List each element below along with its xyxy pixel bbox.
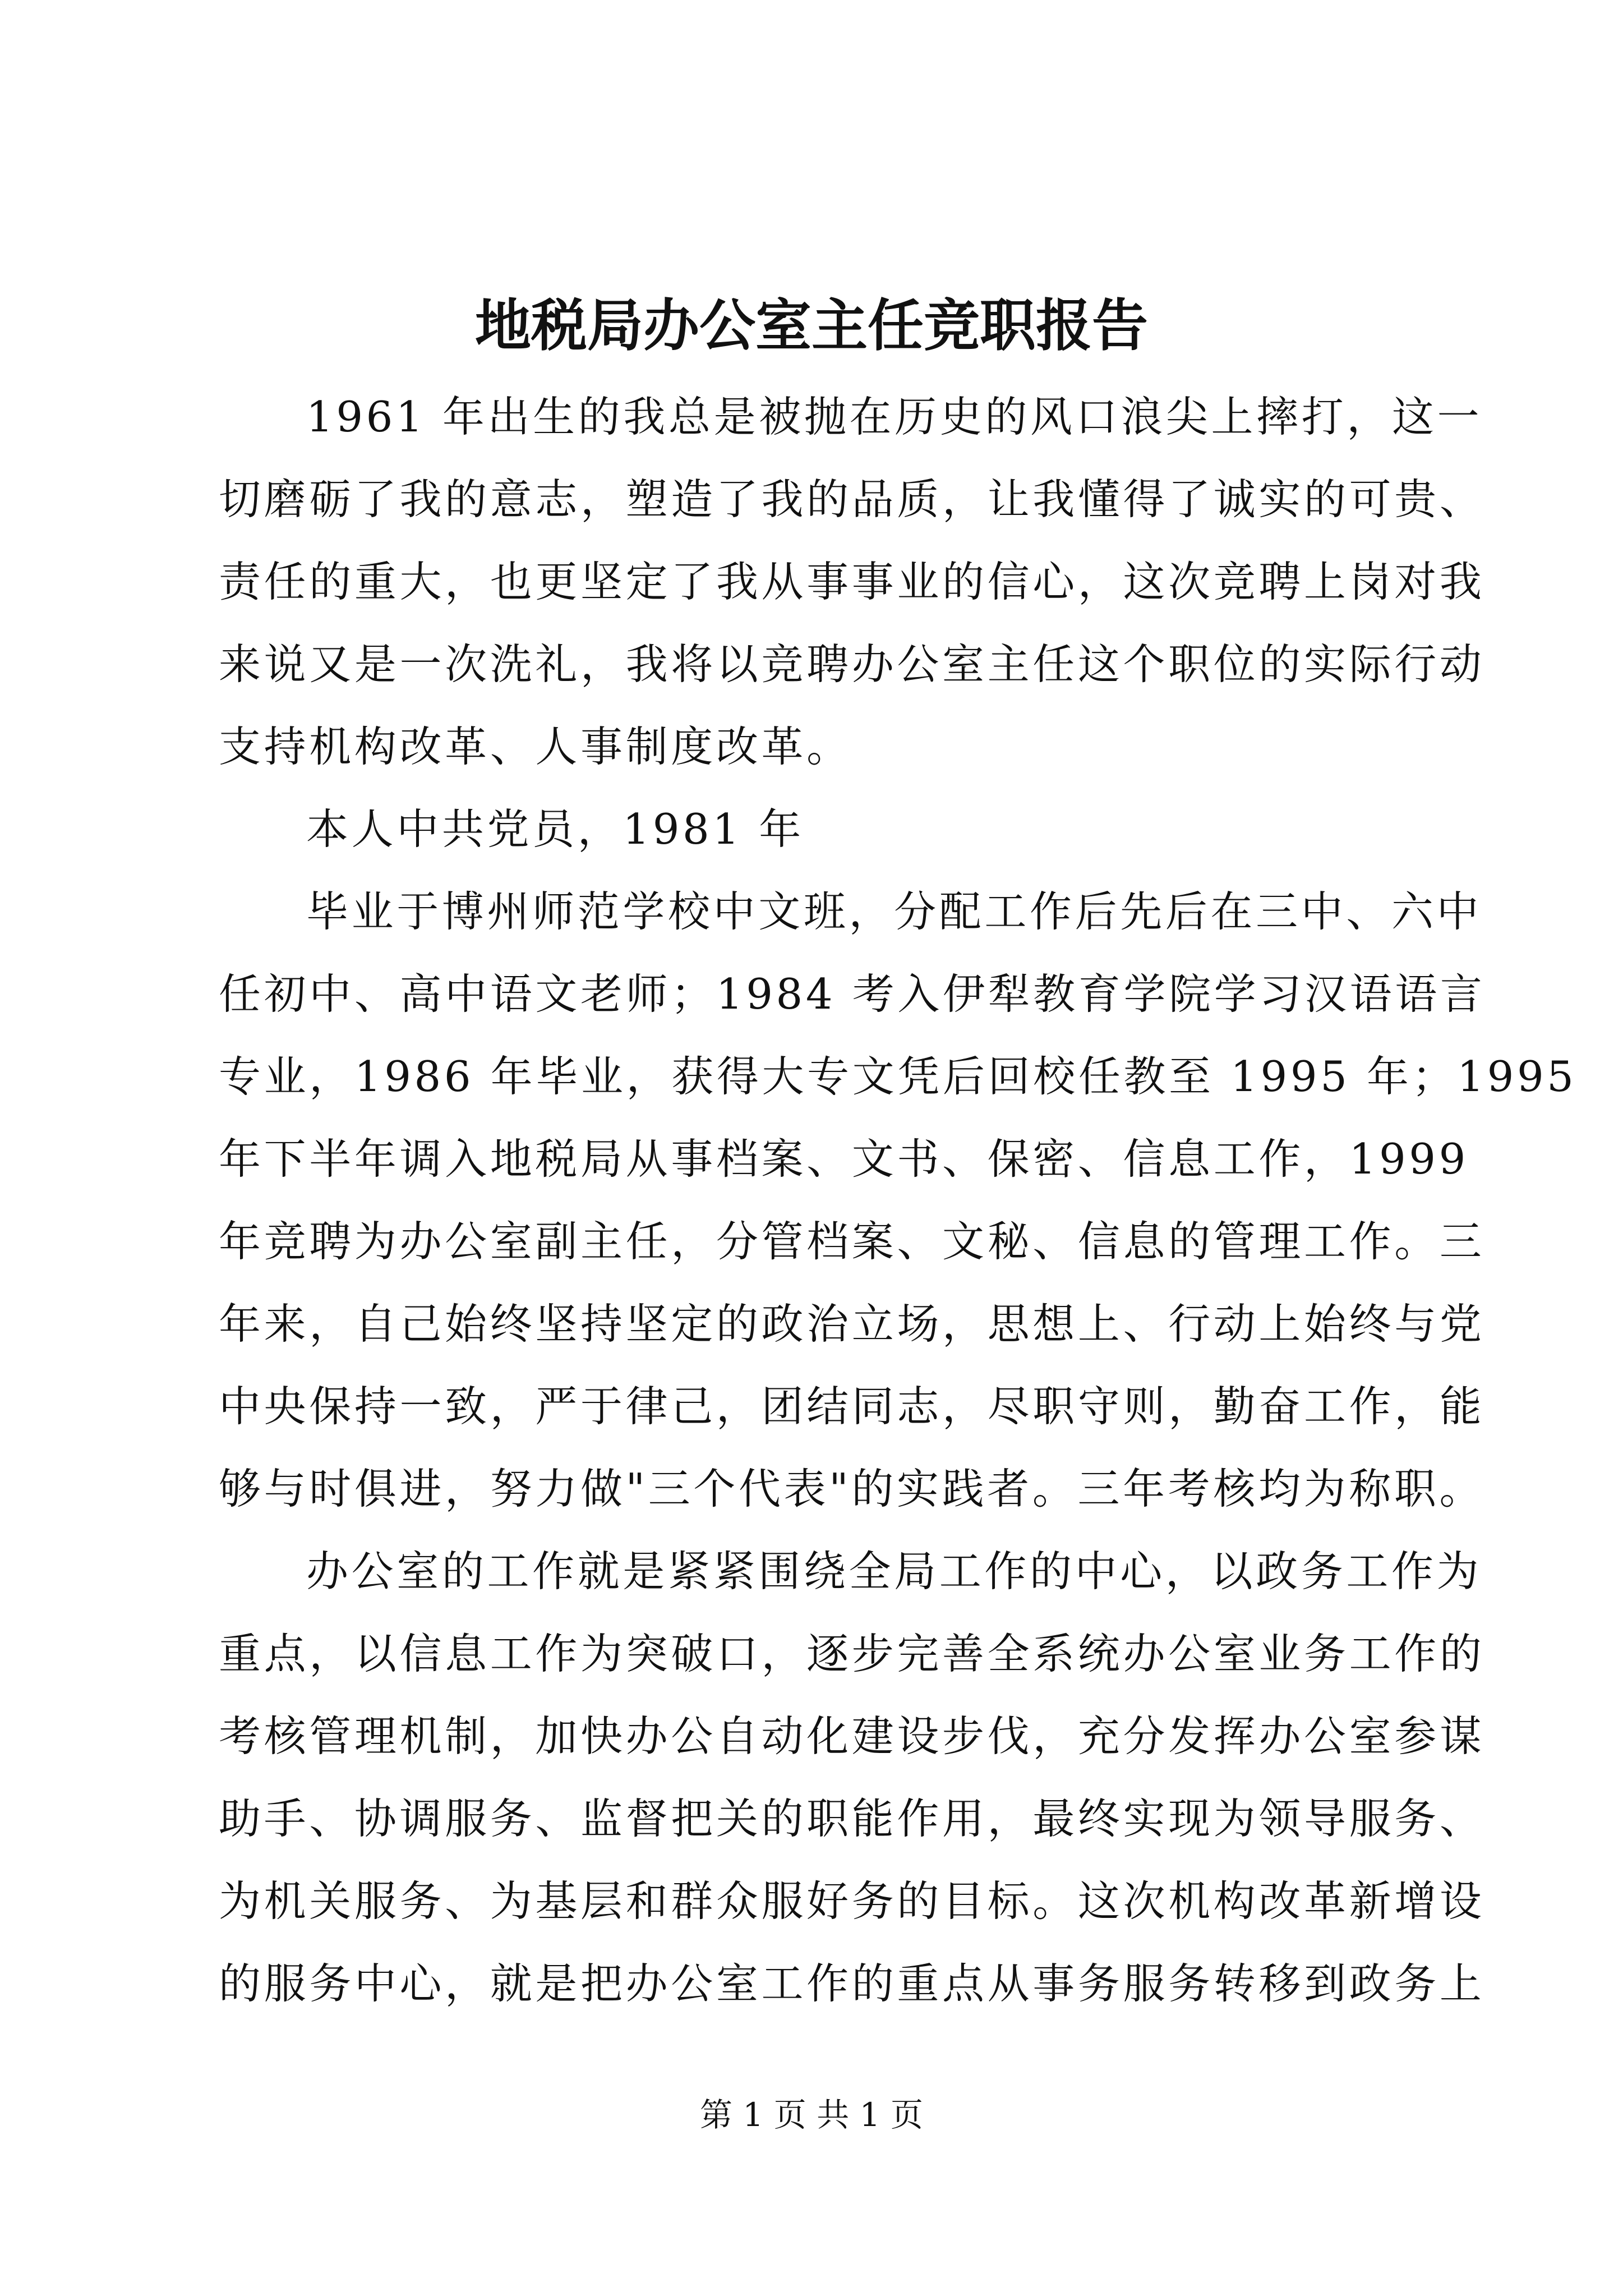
body-line: 来说又是一次洗礼，我将以竞聘办公室主任这个职位的实际行动 (219, 639, 1485, 689)
body-line: 重点，以信息工作为突破口，逐步完善全系统办公室业务工作的 (219, 1629, 1485, 1678)
page-footer: 第 1 页 共 1 页 (700, 2096, 923, 2134)
body-line: 考核管理机制，加快办公自动化建设步伐，充分发挥办公室参谋 (219, 1711, 1485, 1761)
body-line: 年下半年调入地税局从事档案、文书、保密、信息工作，1999 (219, 1134, 1469, 1184)
body-line: 年来，自己始终坚持坚定的政治立场，思想上、行动上始终与党 (219, 1299, 1485, 1349)
body-line: 专业，1986 年毕业，获得大专文凭后回校任教至 1995 年；1995 (219, 1052, 1577, 1101)
body-line: 1961 年出生的我总是被抛在历史的风口浪尖上摔打，这一 (306, 392, 1483, 441)
body-line: 的服务中心，就是把办公室工作的重点从事务服务转移到政务上 (219, 1959, 1485, 2008)
body-line: 本人中共党员，1981 年 (306, 804, 804, 854)
body-line: 责任的重大，也更坚定了我从事事业的信心，这次竞聘上岗对我 (219, 557, 1485, 606)
document-body (219, 376, 1577, 2025)
body-line: 支持机构改革、人事制度改革。 (219, 722, 852, 771)
body-line: 任初中、高中语文老师；1984 考入伊犁教育学院学习汉语语言 (219, 969, 1486, 1019)
body-line: 切磨砺了我的意志，塑造了我的品质，让我懂得了诚实的可贵、 (219, 475, 1485, 524)
body-line: 助手、协调服务、监督把关的职能作用，最终实现为领导服务、 (219, 1794, 1485, 1843)
body-line: 年竞聘为办公室副主任，分管档案、文秘、信息的管理工作。三 (219, 1217, 1485, 1266)
document-title: 地税局办公室主任竞职报告 (475, 292, 1148, 358)
body-line: 中央保持一致，严于律己，团结同志，尽职守则，勤奋工作，能 (219, 1382, 1485, 1431)
body-line: 为机关服务、为基层和群众服好务的目标。这次机构改革新增设 (219, 1876, 1485, 1926)
body-line: 毕业于博州师范学校中文班，分配工作后先后在三中、六中 (306, 887, 1482, 936)
body-line: 够与时俱进，努力做"三个代表"的实践者。三年考核均为称职。 (219, 1464, 1485, 1513)
body-line: 办公室的工作就是紧紧围绕全局工作的中心，以政务工作为 (306, 1547, 1482, 1596)
